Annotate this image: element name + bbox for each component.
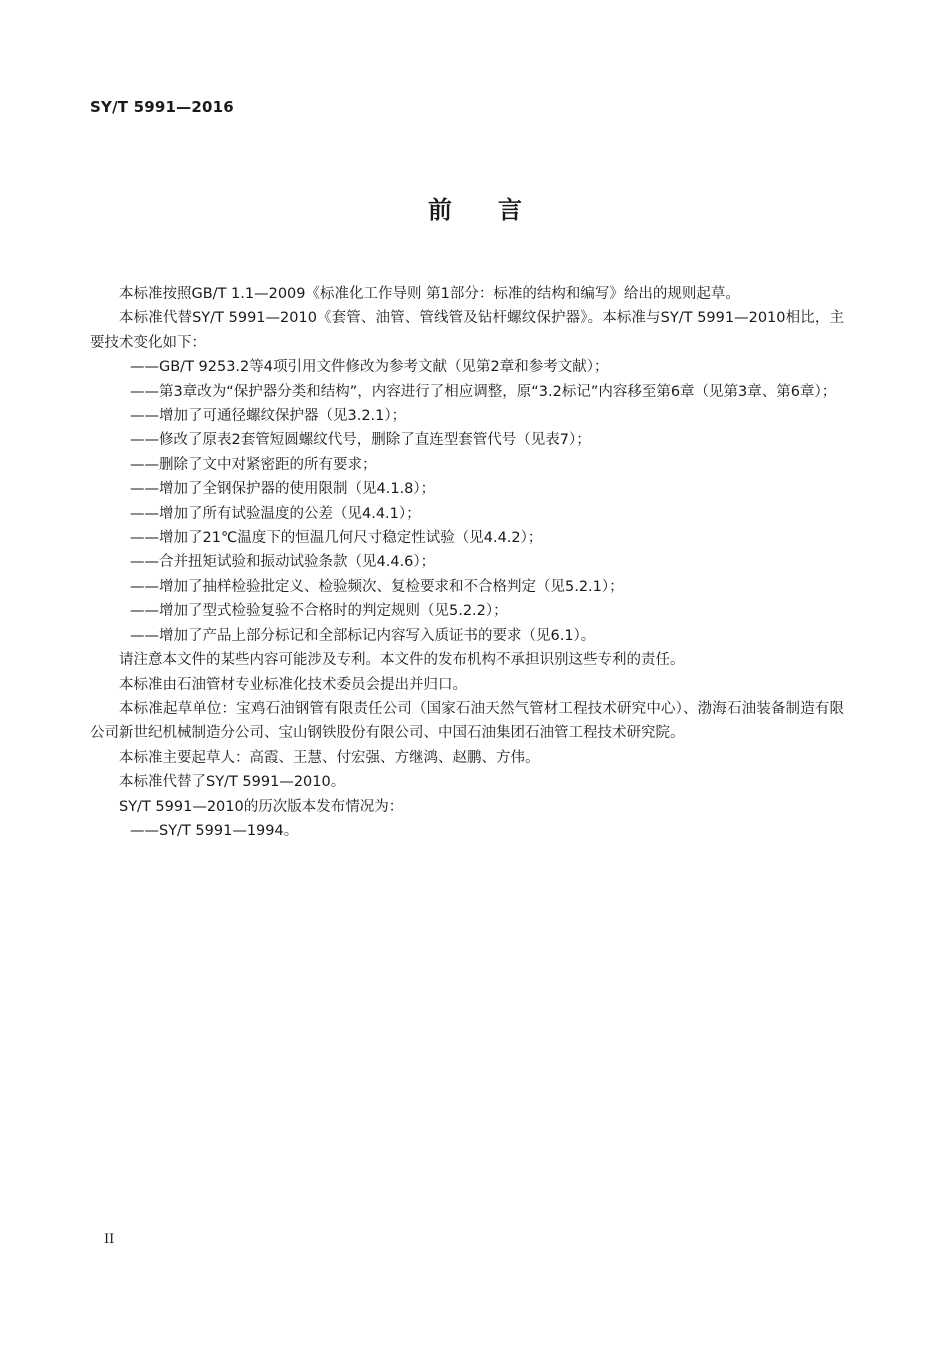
paragraph-replaced-standard: 本标准代替了SY/T 5991—2010。 [119, 774, 346, 791]
document-body [90, 282, 844, 843]
list-item: ——增加了可通径螺纹保护器（见3.2.1）； [130, 408, 407, 425]
list-item-history: ——SY/T 5991—1994。 [130, 822, 299, 839]
list-item: ——增加了产品上部分标记和全部标记内容写入质证书的要求（见6.1）。 [130, 627, 596, 644]
page-title: 前言 [428, 196, 568, 224]
list-item: ——第3章改为“保护器分类和结构”，内容进行了相应调整，原“3.2标记”内容移至第6章（见第3章、第6章）； [130, 383, 837, 400]
paragraph-proposer: 本标准由石油管材专业标准化技术委员会提出并归口。 [119, 676, 467, 693]
list-item: ——增加了所有试验温度的公差（见4.4.1）； [130, 505, 421, 522]
list-item: ——增加了21℃温度下的恒温几何尺寸稳定性试验（见4.4.2）； [130, 530, 543, 547]
paragraph-drafting-rules: 本标准按照GB/T 1.1—2009《标准化工作导则 第1部分：标准的结构和编写》给出的规则起草。 [119, 286, 740, 302]
document-id: SY/T 5991—2016 [90, 98, 234, 116]
list-item: ——修改了原表2套管短圆螺纹代号，删除了直连型套管代号（见表7）； [130, 432, 591, 449]
paragraph-replaces: 本标准代替SY/T 5991—2010《套管、油管、管线管及钻杆螺纹保护器》。本标准与SY/T 5991—2010相比，主要技术变化如下： [90, 310, 844, 351]
list-item: ——增加了抽样检验批定义、检验频次、复检要求和不合格判定（见5.2.1）； [130, 578, 624, 595]
page-number: II [104, 1232, 115, 1247]
paragraph-drafting-units: 本标准起草单位：宝鸡石油钢管有限责任公司（国家石油天然气管材工程技术研究中心）、渤海石油装备制造有限公司新世纪机械制造分公司、宝山钢铁股份有限公司、中国石油集团石油管工程技术研究院。 [90, 700, 844, 742]
list-item: ——删除了文中对紧密距的所有要求； [130, 456, 377, 473]
paragraph-drafters: 本标准主要起草人：高霞、王慧、付宏强、方继鸿、赵鹏、方伟。 [119, 749, 540, 766]
change-list [90, 355, 844, 648]
list-item: ——合并扭矩试验和振动试验条款（见4.4.6）； [130, 554, 436, 571]
paragraph-patent-notice: 请注意本文件的某些内容可能涉及专利。本文件的发布机构不承担识别这些专利的责任。 [119, 652, 685, 669]
list-item: ——GB/T 9253.2等4项引用文件修改为参考文献（见第2章和参考文献）； [130, 359, 609, 376]
list-item: ——增加了型式检验复验不合格时的判定规则（见5.2.2）； [130, 603, 508, 620]
paragraph-history-intro: SY/T 5991—2010的历次版本发布情况为： [119, 798, 404, 815]
list-item: ——增加了全钢保护器的使用限制（见4.1.8）； [130, 481, 436, 498]
